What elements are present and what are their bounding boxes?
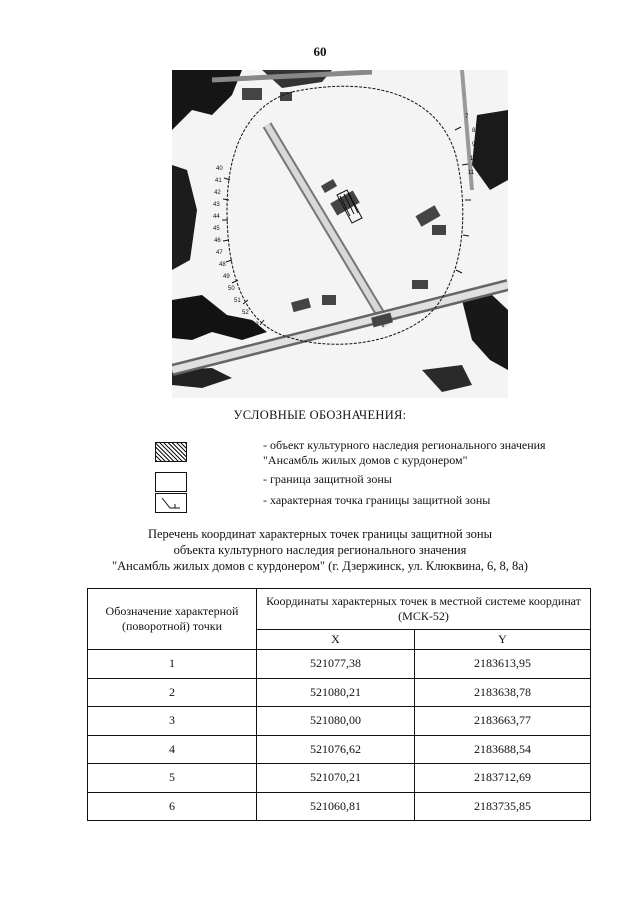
map-label: 44 bbox=[213, 214, 220, 220]
map-label: 50 bbox=[228, 286, 235, 292]
header-y: Y bbox=[414, 630, 590, 650]
y-cell: 2183663,77 bbox=[414, 707, 590, 736]
coordinates-table bbox=[87, 588, 591, 821]
header-x: X bbox=[257, 630, 415, 650]
aerial-map bbox=[172, 70, 508, 398]
heading-line: "Ансамбль жилых домов с курдонером" (г. Дзержинск, ул. Клюквина, 6, 8, 8а) bbox=[112, 559, 528, 573]
x-cell: 521080,00 bbox=[257, 707, 415, 736]
table-row bbox=[88, 792, 591, 821]
map-label: 10 bbox=[470, 156, 477, 162]
x-cell: 521070,21 bbox=[257, 764, 415, 793]
point-cell: 1 bbox=[88, 650, 257, 679]
hatched-rectangle-icon bbox=[155, 442, 187, 462]
x-cell: 521080,21 bbox=[257, 678, 415, 707]
point-cell: 6 bbox=[88, 792, 257, 821]
x-cell: 521077,38 bbox=[257, 650, 415, 679]
coordinates-list-heading bbox=[0, 526, 640, 574]
boundary-line-icon bbox=[155, 472, 187, 492]
table-row bbox=[88, 678, 591, 707]
map-label: 43 bbox=[213, 202, 220, 208]
point-cell: 5 bbox=[88, 764, 257, 793]
map-label: 42 bbox=[214, 190, 221, 196]
legend-title: УСЛОВНЫЕ ОБОЗНАЧЕНИЯ: bbox=[233, 408, 407, 422]
map-label: 7 bbox=[465, 114, 469, 120]
header-point: Обозначение характерной (поворотной) точки bbox=[88, 589, 257, 650]
x-cell: 521060,81 bbox=[257, 792, 415, 821]
map-label: 52 bbox=[242, 310, 249, 316]
y-cell: 2183735,85 bbox=[414, 792, 590, 821]
heading-line: объекта культурного наследия регионального значения bbox=[173, 543, 467, 557]
table-row bbox=[88, 764, 591, 793]
map-label: 48 bbox=[219, 262, 226, 268]
map-label: 46 bbox=[214, 238, 221, 244]
map-label: 49 bbox=[223, 274, 230, 280]
point-cell: 2 bbox=[88, 678, 257, 707]
map-label: 47 bbox=[216, 250, 223, 256]
page-number: 60 bbox=[313, 44, 327, 59]
map-label: 53 bbox=[252, 322, 259, 328]
map-label: 9 bbox=[472, 142, 476, 148]
x-cell: 521076,62 bbox=[257, 735, 415, 764]
table-row bbox=[88, 650, 591, 679]
map-label: 8 bbox=[472, 128, 476, 134]
boundary-point-icon bbox=[155, 493, 187, 513]
point-cell: 4 bbox=[88, 735, 257, 764]
map-image bbox=[172, 70, 508, 398]
map-label: 11 bbox=[468, 170, 475, 176]
y-cell: 2183638,78 bbox=[414, 678, 590, 707]
map-label: 41 bbox=[215, 178, 222, 184]
legend-item-label: - граница защитной зоны bbox=[263, 472, 392, 486]
point-cell: 3 bbox=[88, 707, 257, 736]
map-label: 51 bbox=[234, 298, 241, 304]
heading-line: Перечень координат характерных точек границы защитной зоны bbox=[147, 527, 493, 541]
header-coordinates: Координаты характерных точек в местной системе координат (МСК-52) bbox=[257, 589, 591, 630]
table-row bbox=[88, 735, 591, 764]
map-label: 40 bbox=[216, 166, 223, 172]
y-cell: 2183688,54 bbox=[414, 735, 590, 764]
table-row bbox=[88, 707, 591, 736]
y-cell: 2183613,95 bbox=[414, 650, 590, 679]
legend-item-label: - характерная точка границы защитной зоны bbox=[263, 493, 491, 507]
legend-item-label: - объект культурного наследия регионального значения "Ансамбль жилых домов с курдонером" bbox=[263, 438, 546, 467]
map-label: 45 bbox=[213, 226, 220, 232]
y-cell: 2183712,69 bbox=[414, 764, 590, 793]
